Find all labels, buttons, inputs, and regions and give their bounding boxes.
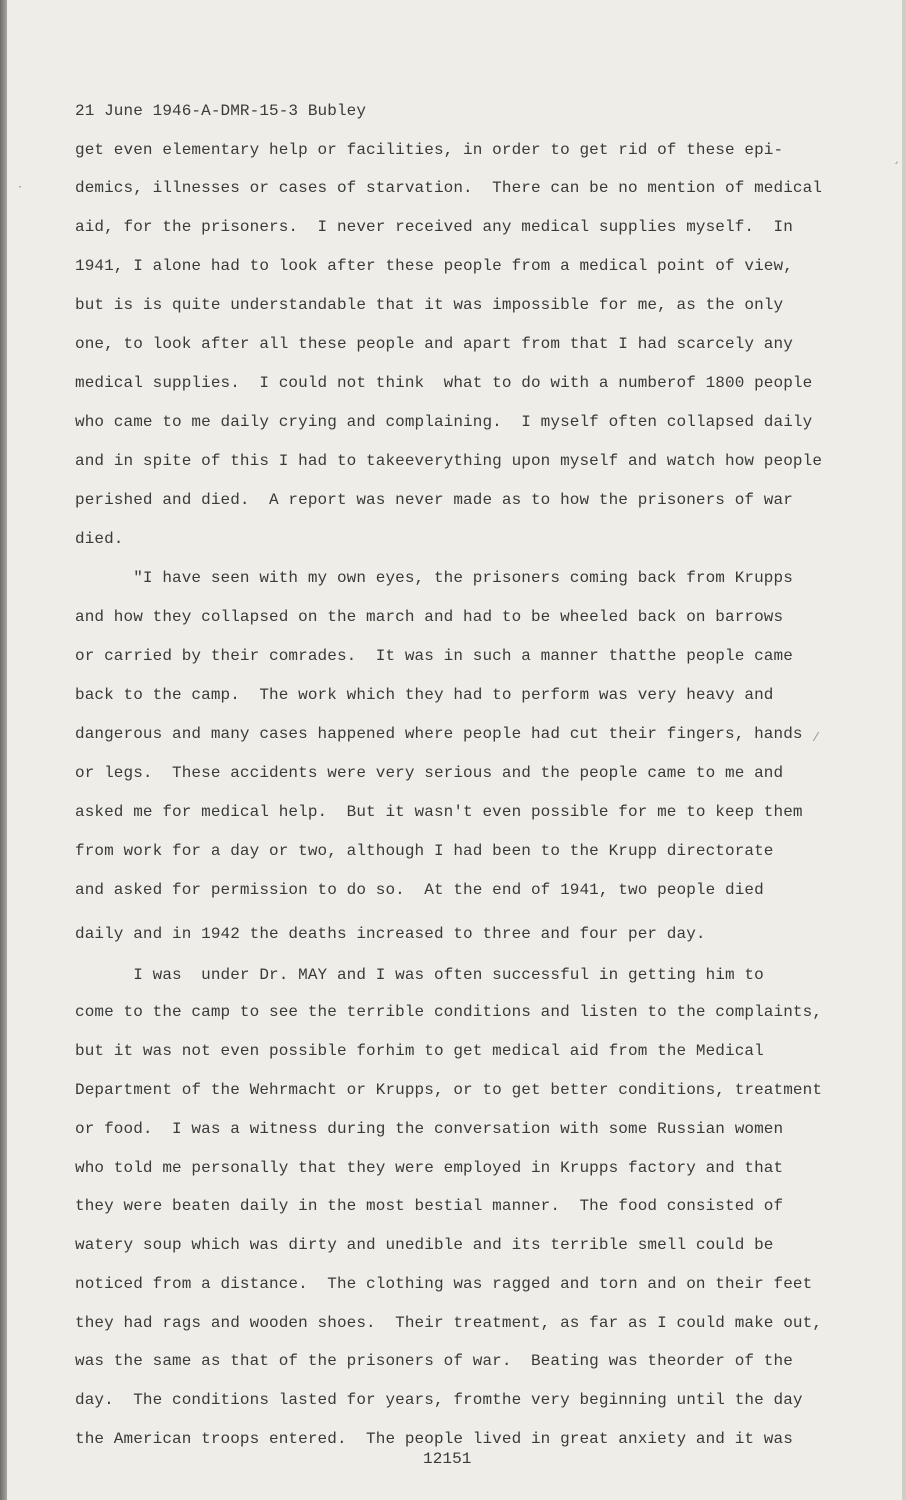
body-line: who came to me daily crying and complaining. I myself often collapsed daily [75,413,813,431]
paper-right-edge [902,0,906,1500]
body-line: from work for a day or two, although I had been to the Krupp directorate [75,842,774,860]
body-line: daily and in 1942 the deaths increased to three and four per day. [75,925,706,943]
body-line: and how they collapsed on the march and had to be wheeled back on barrows [75,608,784,626]
body-line: aid, for the prisoners. I never received any medical supplies myself. In [75,218,793,236]
body-line: who told me personally that they were employed in Krupps factory and that [75,1159,784,1177]
body-line: I was under Dr. MAY and I was often successful in getting him to [75,966,764,984]
body-line: watery soup which was dirty and unedible and its terrible smell could be [75,1236,774,1254]
stray-mark: ⁄ [815,730,818,744]
body-line: dangerous and many cases happened where people had cut their fingers, hands [75,725,803,743]
body-line: Department of the Wehrmacht or Krupps, or to get better conditions, treatment [75,1081,823,1099]
body-line: or legs. These accidents were very serious and the people came to me and [75,764,784,782]
body-line: noticed from a distance. The clothing was ragged and torn and on their feet [75,1275,813,1293]
stray-mark: ˏ [893,150,899,164]
body-line: was the same as that of the prisoners of war. Beating was theorder of the [75,1352,793,1370]
body-line: perished and died. A report was never made as to how the prisoners of war [75,491,793,509]
page-number: 12151 [423,1450,472,1468]
paper-shadow-edge [0,0,7,1500]
body-line: back to the camp. The work which they had to perform was very heavy and [75,686,774,704]
body-line: get even elementary help or facilities, in order to get rid of these epi- [75,141,784,159]
body-line: or food. I was a witness during the conversation with some Russian women [75,1120,784,1138]
body-line: but is is quite understandable that it was impossible for me, as the only [75,296,784,314]
body-line: demics, illnesses or cases of starvation. There can be no mention of medical [75,179,823,197]
body-line: but it was not even possible forhim to get medical aid from the Medical [75,1042,764,1060]
body-line: medical supplies. I could not think what to do with a numberof 1800 people [75,374,813,392]
body-line: or carried by their comrades. It was in such a manner thatthe people came [75,647,793,665]
body-line: come to the camp to see the terrible conditions and listen to the complaints, [75,1003,823,1021]
body-line: they were beaten daily in the most bestial manner. The food consisted of [75,1197,784,1215]
body-line: day. The conditions lasted for years, fromthe very beginning until the day [75,1391,803,1409]
body-line: died. [75,530,124,548]
body-line: they had rags and wooden shoes. Their treatment, as far as I could make out, [75,1314,823,1332]
body-line: one, to look after all these people and apart from that I had scarcely any [75,335,793,353]
body-line: "I have seen with my own eyes, the prisoners coming back from Krupps [75,569,793,587]
body-line: and asked for permission to do so. At the end of 1941, two people died [75,881,764,899]
stray-mark: · [18,180,22,194]
document-header: 21 June 1946-A-DMR-15-3 Bubley [75,102,367,120]
body-line: asked me for medical help. But it wasn't even possible for me to keep them [75,803,803,821]
body-line: the American troops entered. The people lived in great anxiety and it was [75,1430,793,1448]
body-line: and in spite of this I had to takeeverything upon myself and watch how people [75,452,823,470]
body-line: 1941, I alone had to look after these people from a medical point of view, [75,257,793,275]
